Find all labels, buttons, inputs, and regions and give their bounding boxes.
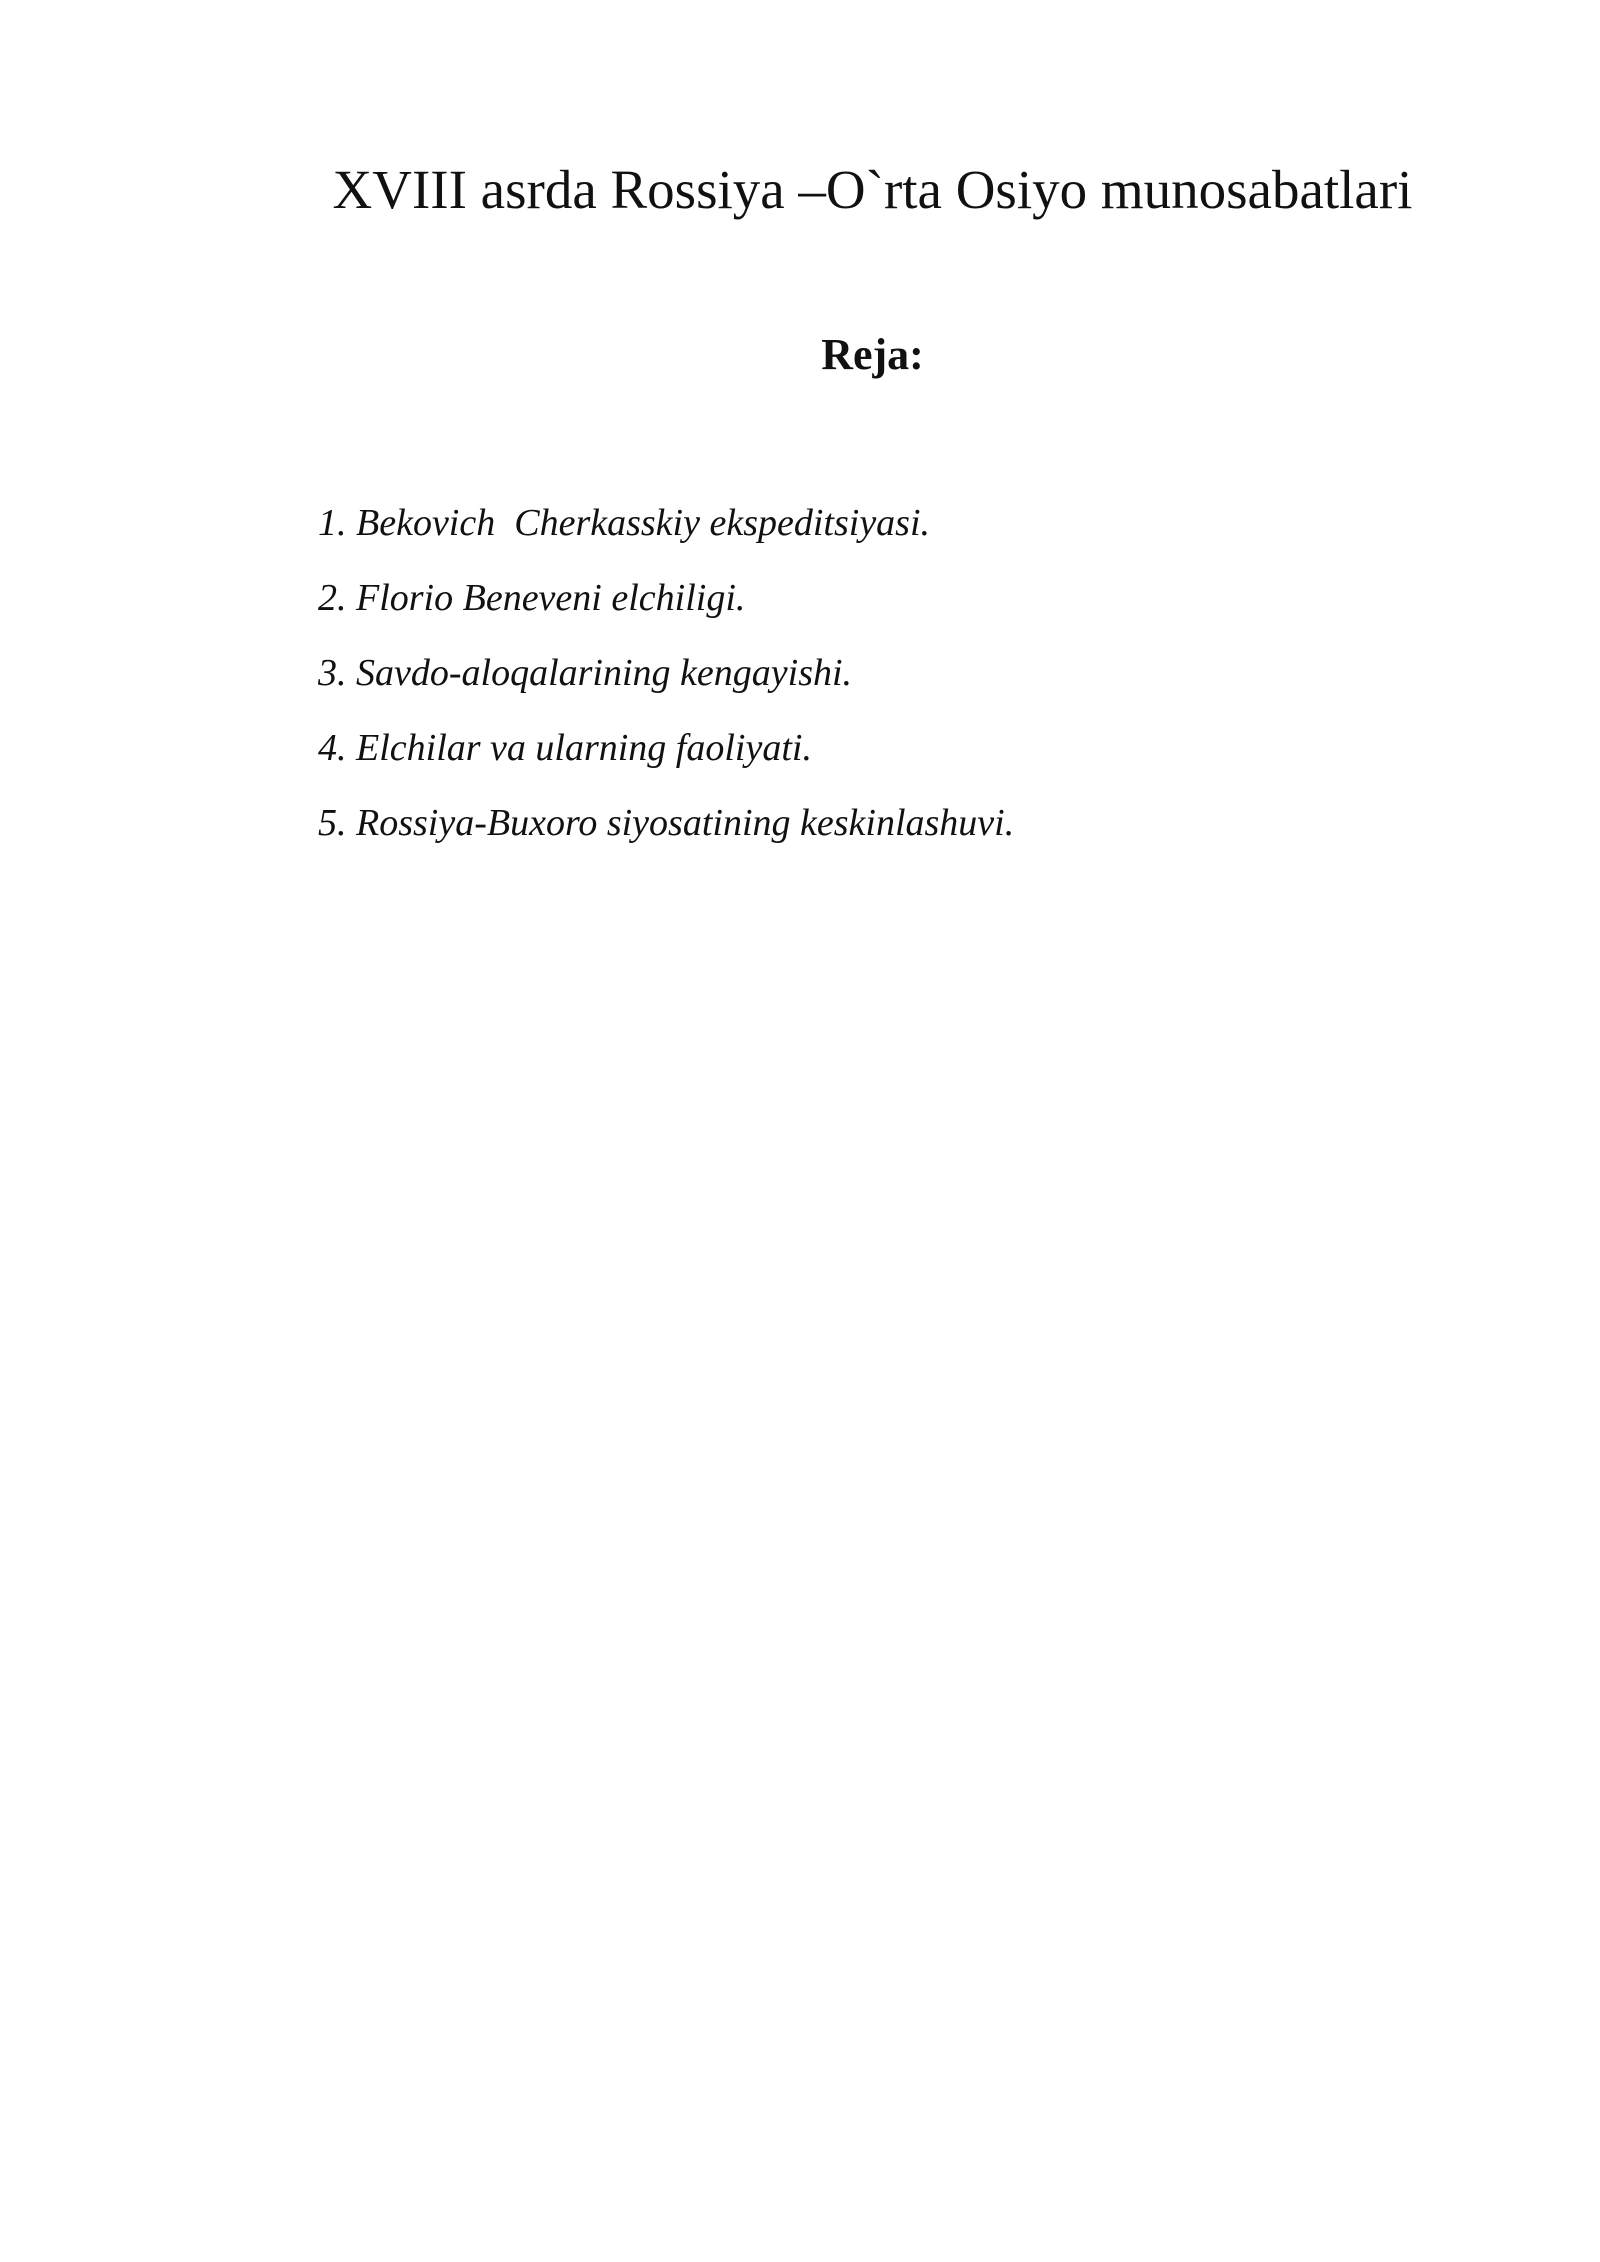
plan-item: 3. Savdo-aloqalarining kengayishi. [318,652,853,694]
plan-list [318,486,1014,861]
plan-item: 1. Bekovich Cherkasskiy ekspeditsiyasi. [318,502,931,544]
plan-heading: Reja: [821,330,924,379]
plan-item: 5. Rossiya-Buxoro siyosatining keskinlashuvi. [318,802,1015,844]
plan-item: 4. Elchilar va ularning faoliyati. [318,727,812,769]
plan-item: 2. Florio Beneveni elchiligi. [318,577,746,619]
document-title: XVIII asrda Rossiya –O`rta Osiyo munosabatlari [332,159,1413,220]
